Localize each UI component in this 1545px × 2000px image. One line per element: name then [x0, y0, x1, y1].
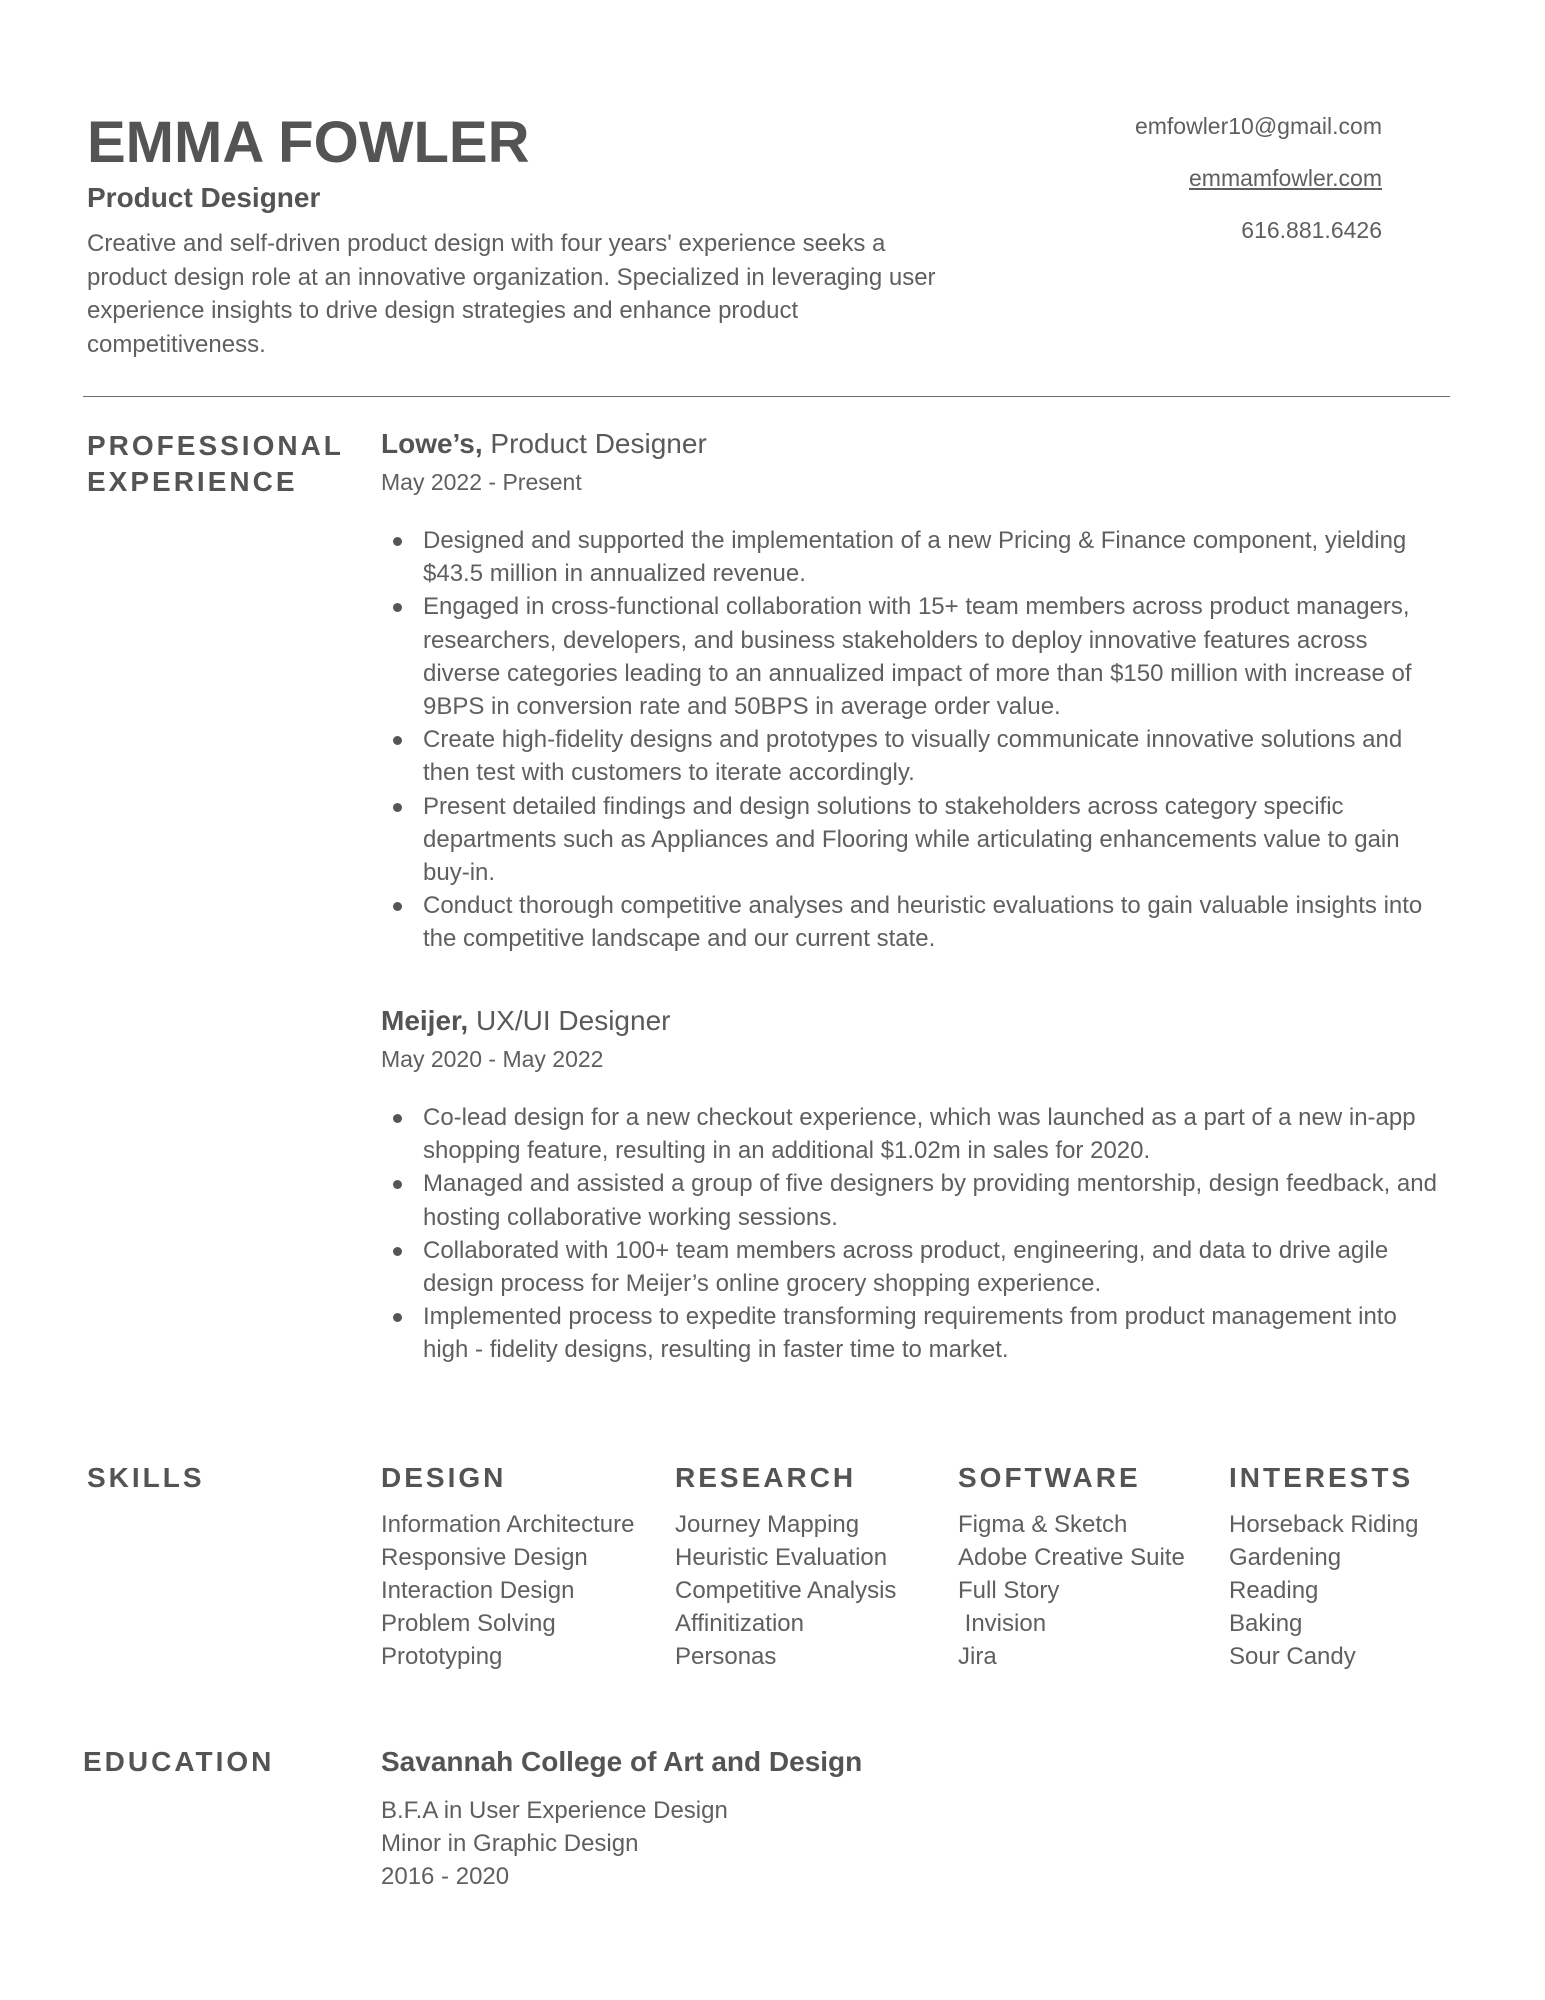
job-bullet: Co-lead design for a new checkout experience, which was launched as a part of a new in-app shopping feature, resulting in an additional $1.02m in sales for 2020.	[381, 1101, 1441, 1167]
education-heading: EDUCATION	[83, 1746, 275, 1777]
job-bullet: Collaborated with 100+ team members across product, engineering, and data to drive agile design process for Meijer’s online grocery shopping experience.	[381, 1234, 1441, 1300]
job-bullet: Create high-fidelity designs and prototypes to visually communicate innovative solutions and then test with customers to iterate accordingly.	[381, 723, 1441, 789]
education-entry	[381, 1744, 862, 1893]
education-minor: Minor in Graphic Design	[381, 1830, 639, 1857]
candidate-role: Product Designer	[87, 182, 321, 213]
skill-item: Competitive Analysis	[675, 1577, 897, 1604]
profile-summary: Creative and self-driven product design with four years' experience seeks a product design role at an innovative organization. Specialized in leveraging user experience insights to drive design strategies and enhance product competitiveness.	[87, 230, 936, 358]
job-bullets	[381, 1101, 1441, 1367]
skills-column-research	[675, 1460, 896, 1673]
skill-item: Interaction Design	[381, 1577, 575, 1604]
skill-item: Prototyping	[381, 1643, 503, 1670]
skills-list	[381, 1508, 634, 1673]
job-bullet: Implemented process to expedite transforming requirements from product management into high - fidelity designs, resulting in faster time to market.	[381, 1300, 1441, 1366]
job-entry-lowes	[381, 426, 1441, 956]
skill-item: Journey Mapping	[675, 1511, 860, 1538]
job-dates: May 2022 - Present	[381, 469, 582, 495]
skills-list	[1229, 1508, 1418, 1673]
skill-item: Baking	[1229, 1610, 1303, 1637]
skill-item: Heuristic Evaluation	[675, 1544, 888, 1571]
skill-item: Horseback Riding	[1229, 1511, 1419, 1538]
skills-column-title: DESIGN	[381, 1462, 507, 1493]
job-bullet: Conduct thorough competitive analyses and heuristic evaluations to gain valuable insights into the competitive landscape and our current state.	[381, 889, 1441, 955]
skill-item: Jira	[958, 1643, 997, 1670]
website-link[interactable]: emmamfowler.com	[1189, 165, 1382, 191]
skills-column-design	[381, 1460, 634, 1673]
skill-item: Invision	[958, 1610, 1047, 1637]
job-bullet: Managed and assisted a group of five designers by providing mentorship, design feedback, and hosting collaborative working sessions.	[381, 1167, 1441, 1233]
job-dates: May 2020 - May 2022	[381, 1046, 604, 1072]
skills-list	[675, 1508, 896, 1673]
skill-item: Information Architecture	[381, 1511, 635, 1538]
job-bullet: Engaged in cross-functional collaboration with 15+ team members across product managers, researchers, developers, and business stakeholders to deploy innovative features across diverse categories leading to an annualized impact of more than $150 million with increase of 9BPS in conversion rate and 50BPS in average order value.	[381, 590, 1441, 723]
skill-item: Problem Solving	[381, 1610, 556, 1637]
skill-item: Responsive Design	[381, 1544, 588, 1571]
job-bullet: Designed and supported the implementation of a new Pricing & Finance component, yielding $43.5 million in annualized revenue.	[381, 524, 1441, 590]
job-company: Meijer,	[381, 1005, 469, 1036]
email-link[interactable]: emfowler10@gmail.com	[1134, 113, 1382, 139]
education-school: Savannah College of Art and Design	[381, 1746, 863, 1777]
education-degree: B.F.A in User Experience Design	[381, 1797, 728, 1824]
job-title	[381, 1003, 1441, 1039]
phone-number: 616.881.6426	[1241, 217, 1382, 243]
job-title	[381, 426, 1441, 462]
skills-column-title: RESEARCH	[675, 1462, 857, 1493]
job-company: Lowe’s,	[381, 428, 483, 459]
education-years: 2016 - 2020	[381, 1863, 510, 1890]
skill-item: Figma & Sketch	[958, 1511, 1128, 1538]
skill-item: Reading	[1229, 1577, 1319, 1604]
skill-item: Adobe Creative Suite	[958, 1544, 1185, 1571]
job-bullets	[381, 524, 1441, 956]
skills-column-title: SOFTWARE	[958, 1462, 1141, 1493]
job-position: UX/UI Designer	[468, 1005, 671, 1036]
job-entry-meijer	[381, 1003, 1441, 1367]
job-position: Product Designer	[482, 428, 707, 459]
skill-item: Personas	[675, 1643, 777, 1670]
contact-block	[1135, 110, 1382, 266]
skill-item: Full Story	[958, 1577, 1060, 1604]
job-bullet: Present detailed findings and design solutions to stakeholders across category specific departments such as Appliances and Flooring while articulating enhancements value to gain buy-in.	[381, 790, 1441, 890]
skills-list	[958, 1508, 1185, 1673]
experience-heading	[87, 428, 344, 500]
header-divider	[83, 396, 1450, 397]
skills-column-title: INTERESTS	[1229, 1462, 1414, 1493]
skill-item: Affinitization	[675, 1610, 804, 1637]
experience-heading-line2: EXPERIENCE	[87, 466, 298, 497]
experience-heading-line1: PROFESSIONAL	[87, 430, 344, 461]
skills-heading: SKILLS	[87, 1462, 205, 1493]
skill-item: Sour Candy	[1229, 1643, 1356, 1670]
candidate-name: EMMA FOWLER	[87, 110, 530, 175]
skill-item: Gardening	[1229, 1544, 1342, 1571]
skills-column-software	[958, 1460, 1185, 1673]
education-details	[381, 1794, 862, 1893]
skills-column-interests	[1229, 1460, 1418, 1673]
